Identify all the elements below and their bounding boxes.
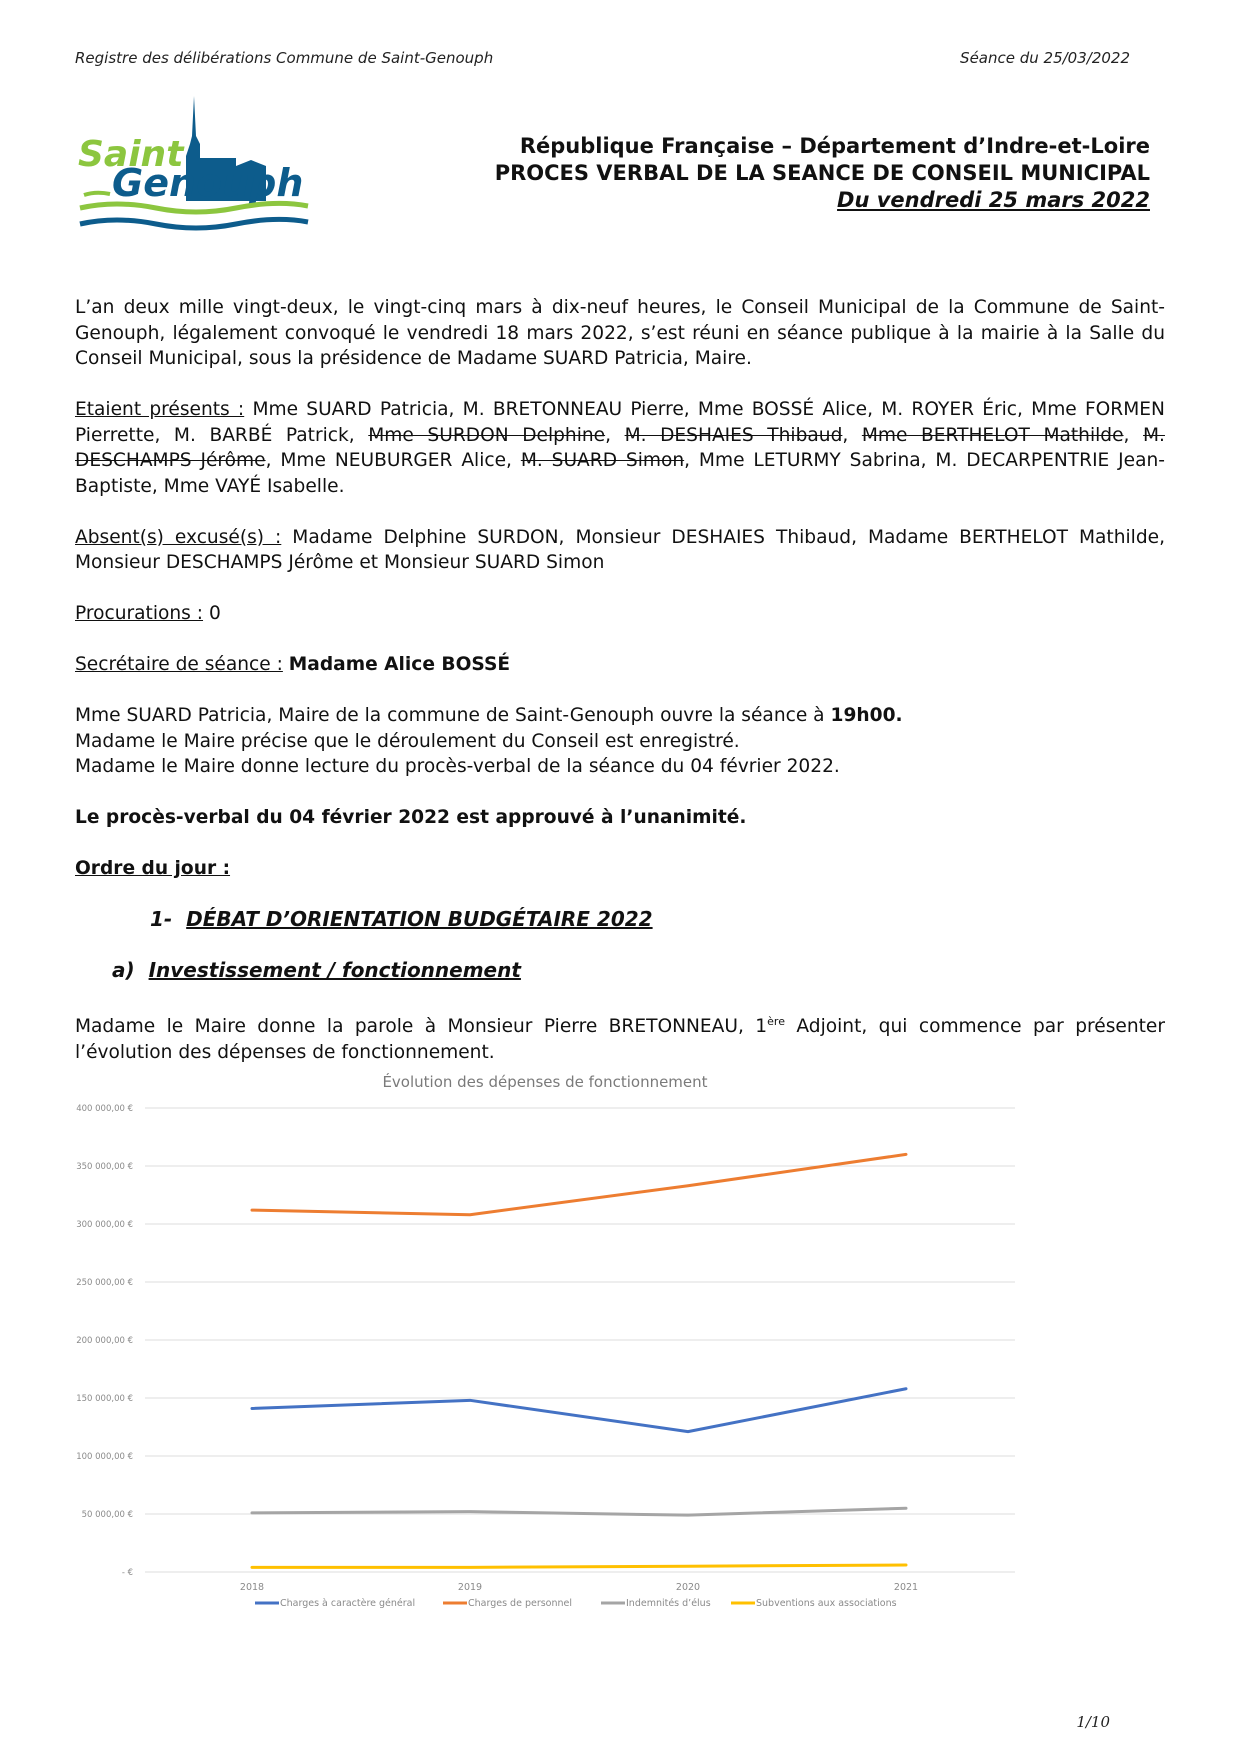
member-name: M. SUARD Simon: [520, 450, 685, 471]
presents-members-list: Mme SUARD Patricia, M. BRETONNEAU Pierre, Mme BOSSÉ Alice, M. ROYER Éric, Mme FORMEN Pierrette, M. BARBÉ Patrick, Mme SURDON Delphine, M. DESHAIES Thibaud, Mme BERTHELOT Mathilde, M. DESCHAMPS Jérôme, Mme NEUBURGER Alice, M. SUARD Simon, Mme LETURMY Sabrina, M. DECARPENTRIE Jean-Baptiste, Mme VAYÉ Isabelle.: [75, 399, 1165, 497]
x-tick-label: 2018: [239, 1582, 265, 1593]
member-name: Mme BOSSÉ Alice: [697, 399, 868, 420]
page-number: 1/10: [1076, 1713, 1110, 1731]
absents-paragraph: [75, 525, 1165, 576]
paragraph-text-end: Adjoint, qui commence par présenter l’évolution des dépenses de fonctionnement.: [75, 1016, 1165, 1063]
absents-label: Absent(s) excusé(s) :: [75, 526, 282, 548]
legend-item: [255, 1598, 415, 1609]
secretaire-paragraph: [75, 652, 1165, 678]
member-name: Mme VAYÉ Isabelle: [163, 475, 339, 497]
member-name: M. BARBÉ Patrick: [173, 424, 349, 446]
running-header-left: Registre des délibérations Commune de Saint-Genouph: [75, 49, 494, 67]
chart-x-axis: [240, 1582, 918, 1593]
running-header-right: Séance du 25/03/2022: [960, 49, 1130, 67]
title-proces-verbal: PROCES VERBAL DE LA SEANCE DE CONSEIL MUNICIPAL: [494, 161, 1150, 185]
member-name: Mme NEUBURGER Alice: [280, 450, 507, 471]
logo-text-saint: Saint: [78, 134, 184, 175]
member-name: Mme LETURMY Sabrina: [698, 450, 921, 471]
logo-text-genouph: Genouph: [112, 161, 304, 205]
chart-svg: [70, 1062, 1170, 1622]
opening-line-2: Madame le Maire précise que le déroulement du Conseil est enregistré.: [75, 730, 740, 752]
chart-title: Évolution des dépenses de fonctionnement: [382, 1073, 708, 1091]
commune-logo: [76, 96, 312, 236]
procurations-label: Procurations :: [75, 603, 204, 624]
chart-series: [252, 1154, 906, 1567]
member-name: Mme SUARD Patricia: [252, 399, 449, 420]
opening-line-3: Madame le Maire donne lecture du procès-verbal de la séance du 04 février 2022.: [75, 756, 840, 777]
agenda-subitem-a-letter: a): [112, 958, 135, 982]
chart-legend: [255, 1598, 897, 1609]
member-name: M. DESHAIES Thibaud: [624, 424, 843, 446]
member-name: M. BRETONNEAU Pierre: [462, 399, 684, 420]
member-name: M. ROYER Éric: [881, 399, 1018, 420]
legend-label: Indemnités d’élus: [626, 1598, 711, 1609]
series-line-0: [252, 1389, 906, 1432]
chart-y-axis: [76, 1104, 133, 1578]
legend-item: [601, 1598, 711, 1609]
legend-item: [443, 1598, 572, 1609]
opening-text: Mme SUARD Patricia, Maire de la commune de Saint-Genouph ouvre la séance à: [75, 705, 825, 726]
ordinal-superscript: ère: [767, 1015, 785, 1028]
wave-blue-icon: [80, 219, 308, 228]
opening-time: 19h00.: [830, 705, 903, 726]
approval-statement: Le procès-verbal du 04 février 2022 est approuvé à l’unanimité.: [75, 807, 747, 828]
y-tick-label: 300 000,00 €: [76, 1220, 133, 1230]
agenda-item-1: [75, 907, 1165, 933]
opening-line-1: [75, 703, 1165, 729]
y-tick-label: 50 000,00 €: [81, 1510, 133, 1520]
x-tick-label: 2019: [457, 1582, 483, 1593]
procurations-value: 0: [208, 603, 221, 624]
y-tick-label: 400 000,00 €: [76, 1104, 133, 1114]
procurations-paragraph: [75, 601, 1165, 627]
agenda-item-1-number: 1-: [150, 907, 173, 931]
wave-green-short-icon: [84, 193, 110, 195]
series-line-3: [252, 1565, 906, 1567]
expenses-line-chart: [70, 1062, 1170, 1622]
member-name: M. DESCHAMPS Jérôme: [75, 424, 1165, 471]
legend-label: Charges à caractère général: [280, 1598, 416, 1609]
member-name: M. DECARPENTRIE Jean-Baptiste: [75, 450, 1165, 497]
presents-paragraph: [75, 397, 1165, 499]
agenda-item-1-title: DÉBAT D’ORIENTATION BUDGÉTAIRE 2022: [186, 907, 653, 931]
intro-paragraph: L’an deux mille vingt-deux, le vingt-cinq mars à dix-neuf heures, le Conseil Municipal de la Commune de Saint-Genouph, légalement convoqué le vendredi 18 mars 2022, s’est réuni en séance publique à la mairie à la Salle du Conseil Municipal, sous la présidence de Madame SUARD Patricia, Maire.: [75, 297, 1165, 369]
bretonneau-paragraph: [75, 1009, 1165, 1065]
agenda-subitem-a-title: Investissement / fonctionnement: [148, 958, 521, 982]
agenda-subitem-a: [75, 958, 1165, 984]
member-name: Mme FORMEN Pierrette: [75, 399, 1165, 446]
x-tick-label: 2020: [675, 1582, 701, 1593]
chart-gridlines: [145, 1108, 1015, 1572]
y-tick-label: 350 000,00 €: [76, 1162, 133, 1172]
series-line-1: [252, 1154, 906, 1214]
agenda-label: Ordre du jour :: [75, 858, 231, 879]
legend-label: Charges de personnel: [468, 1598, 573, 1609]
title-republic: République Française – Département d’Indre-et-Loire: [519, 134, 1150, 158]
document-title-block: [495, 133, 1150, 214]
x-tick-label: 2021: [893, 1582, 919, 1593]
title-date: Du vendredi 25 mars 2022: [837, 188, 1150, 212]
y-tick-label: 250 000,00 €: [76, 1278, 133, 1288]
secretaire-label: Secrétaire de séance :: [75, 654, 283, 675]
member-name: Mme SURDON Delphine: [368, 424, 606, 446]
y-tick-label: 200 000,00 €: [76, 1336, 133, 1346]
secretaire-value: Madame Alice BOSSÉ: [288, 654, 511, 675]
legend-label: Subventions aux associations: [756, 1598, 897, 1609]
document-body: [75, 295, 1165, 1091]
legend-item: [731, 1598, 897, 1609]
y-tick-label: 150 000,00 €: [76, 1394, 133, 1404]
absents-text: Madame Delphine SURDON, Monsieur DESHAIES Thibaud, Madame BERTHELOT Mathilde, Monsieur DESCHAMPS Jérôme et Monsieur SUARD Simon: [75, 526, 1165, 573]
y-tick-label: - €: [121, 1568, 133, 1578]
presents-label: Etaient présents :: [75, 399, 245, 420]
member-name: Mme BERTHELOT Mathilde: [861, 424, 1124, 446]
y-tick-label: 100 000,00 €: [76, 1452, 133, 1462]
paragraph-text-start: Madame le Maire donne la parole à Monsieur Pierre BRETONNEAU, 1: [75, 1016, 768, 1038]
